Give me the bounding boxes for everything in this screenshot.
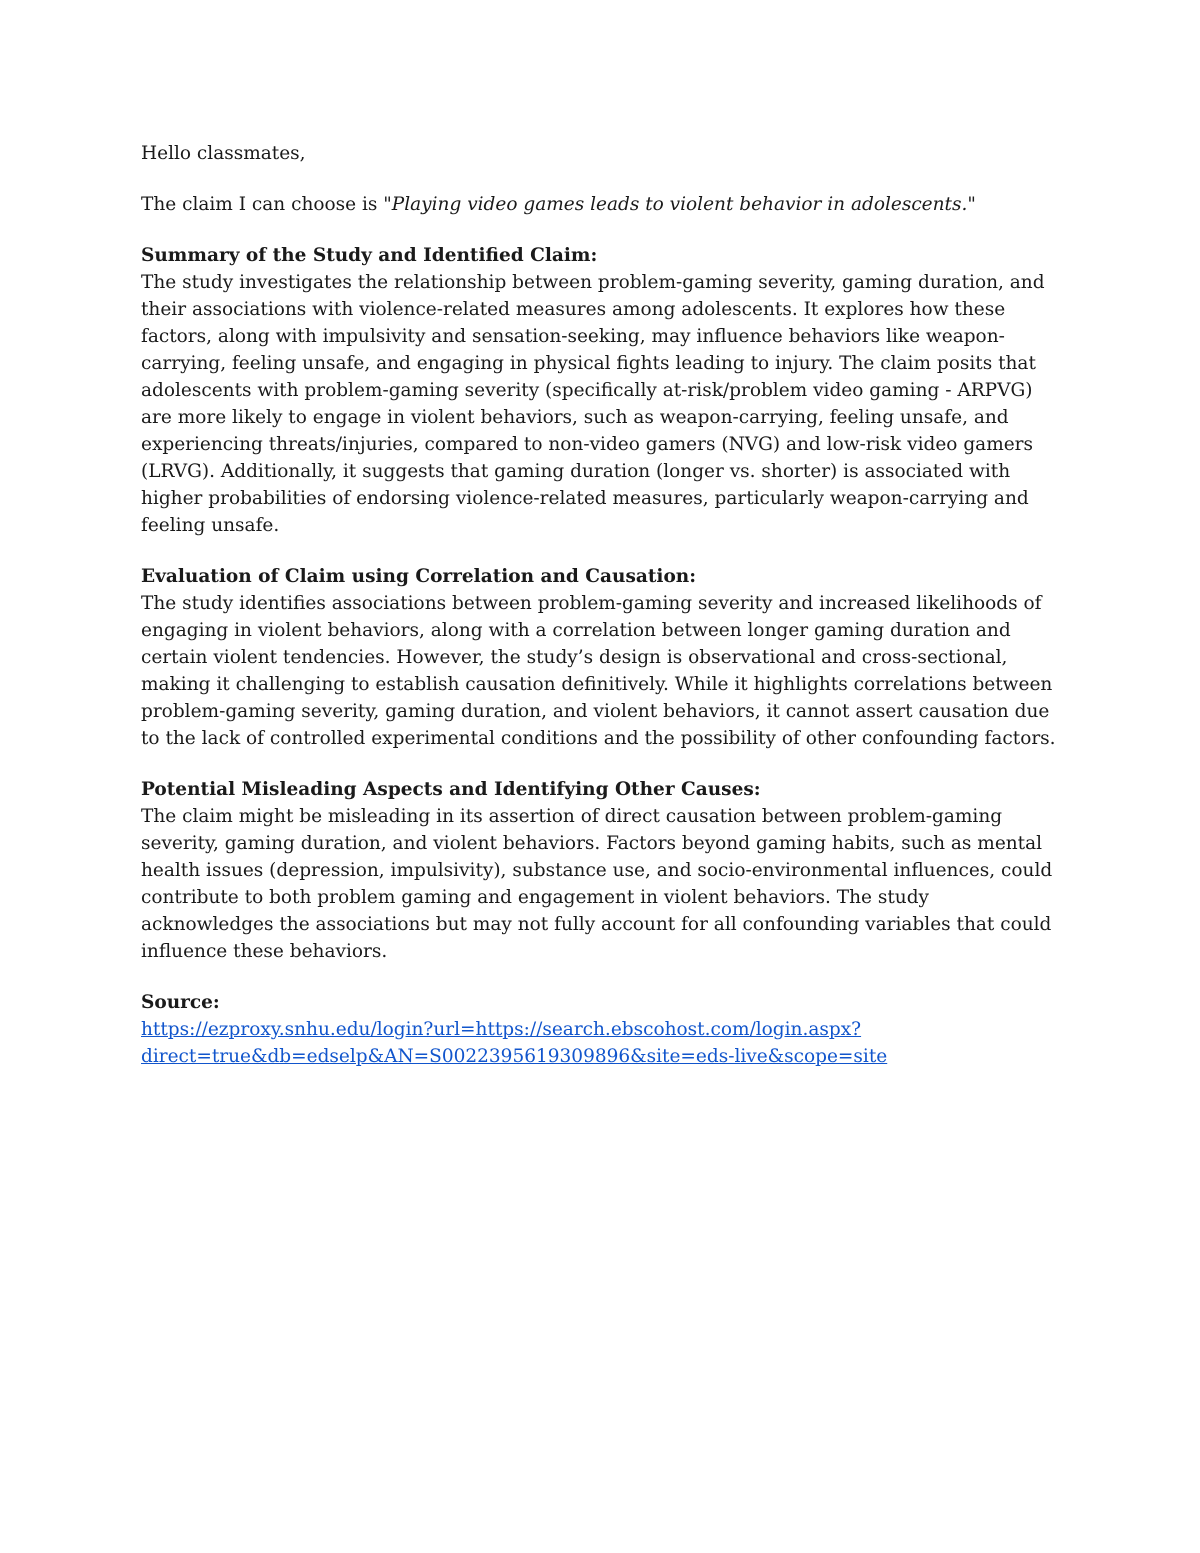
section-summary	[141, 242, 1066, 539]
claim-quote: "Playing video games leads to violent behavior in adolescents."	[383, 194, 976, 215]
claim-statement	[141, 191, 1066, 218]
document-content	[141, 140, 1066, 1094]
section-heading-misleading: Potential Misleading Aspects and Identifying Other Causes:	[141, 779, 761, 800]
section-body-summary: The study investigates the relationship between problem-gaming severity, gaming duration, and their associations with violence-related measures among adolescents. It explores how these factors, along with impulsivity and sensation-seeking, may influence behaviors like weapon-carrying, feeling unsafe, and engaging in physical fights leading to injury. The claim posits that adolescents with problem-gaming severity (specifically at-risk/problem video gaming - ARPVG) are more likely to engage in violent behaviors, such as weapon-carrying, feeling unsafe, and experiencing threats/injuries, compared to non-video gamers (NVG) and low-risk video gamers (LRVG). Additionally, it suggests that gaming duration (longer vs. shorter) is associated with higher probabilities of endorsing violence-related measures, particularly weapon-carrying and feeling unsafe.	[141, 272, 1045, 536]
greeting-text: Hello classmates,	[141, 143, 306, 164]
section-evaluation	[141, 563, 1066, 752]
section-source	[141, 989, 1066, 1070]
section-body-evaluation: The study identifies associations between problem-gaming severity and increased likelihoods of engaging in violent behaviors, along with a correlation between longer gaming duration and certain violent tendencies. However, the study’s design is observational and cross-sectional, making it challenging to establish causation definitively. While it highlights correlations between problem-gaming severity, gaming duration, and violent behaviors, it cannot assert causation due to the lack of controlled experimental conditions and the possibility of other confounding factors.	[141, 593, 1056, 749]
claim-prefix: The claim I can choose is	[141, 194, 384, 215]
source-link[interactable]	[141, 1016, 1066, 1070]
section-heading-summary: Summary of the Study and Identified Claim:	[141, 245, 598, 266]
source-link-line2: direct=true&db=edselp&AN=S0022395619309896&site=eds-live&scope=site	[141, 1046, 888, 1067]
source-heading: Source:	[141, 992, 220, 1013]
section-heading-evaluation: Evaluation of Claim using Correlation and Causation:	[141, 566, 697, 587]
section-misleading	[141, 776, 1066, 965]
section-body-misleading: The claim might be misleading in its assertion of direct causation between problem-gaming severity, gaming duration, and violent behaviors. Factors beyond gaming habits, such as mental health issues (depression, impulsivity), substance use, and socio-environmental influences, could contribute to both problem gaming and engagement in violent behaviors. The study acknowledges the associations but may not fully account for all confounding variables that could influence these behaviors.	[141, 806, 1053, 962]
source-link-line1: https://ezproxy.snhu.edu/login?url=https://search.ebscohost.com/login.aspx?	[141, 1019, 862, 1040]
